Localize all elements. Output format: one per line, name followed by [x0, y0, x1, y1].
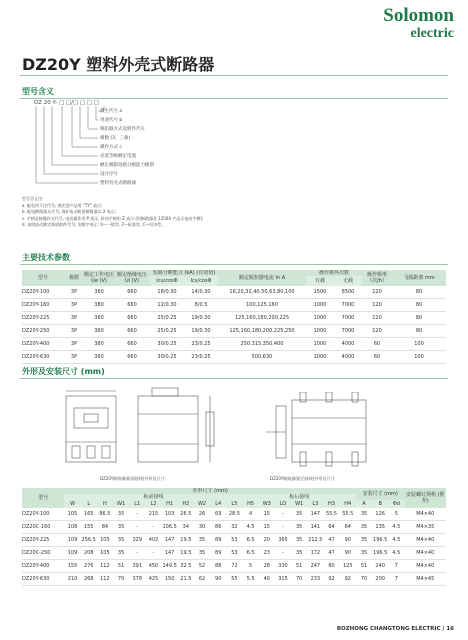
dims-cell: 35: [291, 521, 307, 534]
tech-cell: 80: [392, 325, 446, 338]
dims-cell: 28: [259, 560, 275, 573]
dims-cell: 89: [210, 534, 226, 547]
tech-cell: 120: [362, 312, 392, 325]
brand-name: Solomon: [383, 5, 454, 26]
dims-cell: 23: [259, 547, 275, 560]
dims-cell: 155: [81, 521, 97, 534]
tech-cell: 4000: [334, 338, 362, 351]
side-view-outline: [138, 396, 198, 462]
th-freq: 操作频率（次/h）: [362, 270, 392, 286]
note-line: d. 表明流动额定吸收附件代号; 用数字表示: 0—一般型, 2—标准型, C—经济型。: [22, 222, 166, 227]
model-label: 额定极限短路分断能力级别: [100, 163, 154, 168]
dims-cell: 72: [226, 560, 242, 573]
dims-cell: 108: [64, 521, 80, 534]
tech-cell: 8500: [334, 286, 362, 299]
dims-col-header: A: [356, 500, 372, 508]
th-ops: 操作循环次数: [306, 270, 362, 276]
dims-cell: 212.5: [307, 534, 323, 547]
model-label: 塑料外壳式断路器: [100, 181, 136, 186]
dims-cell: 35: [113, 547, 129, 560]
dims-cell: 208: [81, 547, 97, 560]
dims-cell: 6.5: [243, 534, 259, 547]
tech-cell: 660: [114, 312, 150, 325]
dims-cell: 109: [64, 534, 80, 547]
tech-row: [22, 351, 446, 364]
back-view-outline: [292, 400, 366, 462]
dims-cell: 35: [356, 534, 372, 547]
page-title: DZ20Y 塑料外壳式断路器: [22, 55, 215, 74]
dims-cell: 35: [356, 521, 372, 534]
tech-cell: DZ20Y-100: [22, 286, 64, 299]
dims-row: [22, 521, 446, 534]
dims-col-header: L2: [145, 500, 161, 508]
model-label-list: [100, 107, 154, 188]
dims-col-header: B: [372, 500, 388, 508]
tech-cell: 7000: [334, 299, 362, 312]
dims-cell: 378: [129, 573, 145, 586]
dims-cell: 109: [64, 547, 80, 560]
dims-col-header: L4: [210, 500, 226, 508]
tech-cell: 380: [84, 312, 114, 325]
dims-cell: 90: [340, 534, 356, 547]
tech-cell: 660: [114, 325, 150, 338]
tech-cell: 30/0.25: [150, 351, 184, 364]
dims-th-front: 板前接线: [64, 494, 242, 500]
tech-row: [22, 299, 446, 312]
dims-col-header: L: [81, 500, 97, 508]
tech-cell: 19/0.30: [184, 312, 218, 325]
dims-cell: 47: [323, 534, 339, 547]
tech-cell: DZ20Y-250: [22, 325, 64, 338]
model-label: 脱扣器方式及附件代号: [100, 127, 145, 132]
tech-cell: 120: [362, 325, 392, 338]
model-label: 设计序号: [100, 172, 118, 177]
dims-cell: 34: [178, 521, 194, 534]
dims-col-header: W2: [194, 500, 210, 508]
tech-cell: 660: [114, 299, 150, 312]
dims-cell: 147: [162, 547, 178, 560]
dims-cell: 35: [113, 534, 129, 547]
th-icu: Icu/cosΦ: [150, 276, 184, 286]
dims-cell: 196.5: [372, 547, 388, 560]
dims-cell: 165: [81, 508, 97, 521]
dims-cell: 450: [145, 560, 161, 573]
dims-cell: -: [145, 547, 161, 560]
dims-th-outline: 外形尺寸 (mm): [64, 488, 355, 494]
dims-col-header: H2: [178, 500, 194, 508]
tech-cell: 80: [392, 299, 446, 312]
dims-table: [22, 488, 446, 586]
dims-cell: M4×35: [405, 521, 447, 534]
dims-cell: 112: [97, 560, 113, 573]
note-line: a. 配电用不注代号, 透光型产品用 “TY” 表示;: [22, 202, 103, 208]
th-model: 型号: [22, 270, 64, 286]
dims-cell: 84: [97, 521, 113, 534]
dims-cell: 126: [372, 508, 388, 521]
dims-cell: 210: [64, 573, 80, 586]
dims-cell: 19.5: [178, 547, 194, 560]
tech-cell: 23/0.25: [184, 338, 218, 351]
tech-cell: DZ20Y-400: [22, 338, 64, 351]
dims-cell: 89: [210, 547, 226, 560]
dims-cell: 365: [275, 534, 291, 547]
dims-cell: 103: [162, 508, 178, 521]
dims-col-header: H4: [340, 500, 356, 508]
dims-cell: 86.5: [97, 508, 113, 521]
tech-cell: 3P: [64, 351, 84, 364]
dims-cell: 28.5: [226, 508, 242, 521]
tech-cell: 660: [114, 286, 150, 299]
dims-cell: 70: [113, 573, 129, 586]
dims-cell: 402: [145, 534, 161, 547]
dims-cell: 112: [97, 573, 113, 586]
dims-cell: 268: [81, 573, 97, 586]
dims-cell: -: [275, 508, 291, 521]
tech-cell: 25/0.25: [150, 325, 184, 338]
dims-cell: 215: [145, 508, 161, 521]
tech-cell: DZ20Y-225: [22, 312, 64, 325]
model-label: 派生代号 a: [100, 109, 123, 114]
tech-cell: 500,630: [218, 351, 306, 364]
tech-cell: 250,315,350,400: [218, 338, 306, 351]
dims-cell: 55.5: [340, 508, 356, 521]
dims-cell: 4.5: [243, 521, 259, 534]
th-arc: 飞弧距离 mm: [392, 270, 446, 286]
dims-cell: 90: [340, 547, 356, 560]
dims-cell: 92: [323, 573, 339, 586]
tech-cell: 100: [392, 351, 446, 364]
dims-cell: 92: [340, 573, 356, 586]
dims-cell: 35: [291, 508, 307, 521]
dims-th-mount: 安装尺寸 (mm): [356, 488, 405, 500]
dims-cell: M4×45: [405, 573, 447, 586]
dims-th-back: 板后接线: [243, 494, 356, 500]
dims-cell: 141: [307, 521, 323, 534]
dims-cell: 80: [323, 560, 339, 573]
dims-cell: DZ20Y-400: [22, 560, 64, 573]
th-ui: 额定绝缘电压 Ui (V): [114, 270, 150, 286]
th-in: 额定脱扣器电流 In A: [218, 270, 306, 286]
front-view-outline: [66, 396, 116, 462]
dims-cell: 35: [113, 508, 129, 521]
dims-cell: 15: [259, 508, 275, 521]
dims-cell: 55: [226, 573, 242, 586]
tech-cell: 1500: [306, 286, 334, 299]
note-line: 型号含义注:: [22, 196, 44, 201]
dims-cell: -: [275, 521, 291, 534]
dims-cell: 35: [356, 508, 372, 521]
dims-cell: 240: [372, 560, 388, 573]
tech-cell: 660: [114, 351, 150, 364]
dims-col-header: L5: [226, 500, 242, 508]
dims-cell: -: [129, 508, 145, 521]
dims-cell: 35: [113, 521, 129, 534]
th-poles: 极数: [64, 270, 84, 286]
dims-cell: M4×40: [405, 547, 447, 560]
dims-cell: 35: [194, 547, 210, 560]
dims-cell: 40: [259, 573, 275, 586]
dims-cell: 105: [97, 547, 113, 560]
section-dims-divider: [20, 378, 448, 379]
model-label: 极数 (3、三极): [100, 136, 131, 141]
dims-cell: 53: [226, 534, 242, 547]
dims-col-header: W: [64, 500, 80, 508]
tech-cell: 25/0.25: [150, 312, 184, 325]
dims-cell: DZ20C-160: [22, 521, 64, 534]
dims-cell: 233: [307, 573, 323, 586]
dims-cell: 147: [162, 534, 178, 547]
dims-cell: 26.5: [178, 508, 194, 521]
dims-row: [22, 560, 446, 573]
dims-cell: M4×40: [405, 508, 447, 521]
dims-cell: 35: [291, 547, 307, 560]
dims-cell: 7: [388, 573, 404, 586]
tech-cell: 380: [84, 338, 114, 351]
tech-cell: 660: [114, 338, 150, 351]
dims-cell: 35: [194, 534, 210, 547]
note-line: c. 手柄直接操作无代号, 电动操作用 P 表示, 转动手柄用 Z 表示 (用断路器及 1250A 产品无电动手柄);: [22, 215, 204, 221]
dims-row: [22, 534, 446, 547]
dims-col-header: L1: [129, 500, 145, 508]
dims-col-header: W1: [291, 500, 307, 508]
dims-cell: DZ20Y-225: [22, 534, 64, 547]
tech-cell: DZ20Y-630: [22, 351, 64, 364]
tech-cell: 3P: [64, 338, 84, 351]
model-label: 操作方式 c: [100, 145, 122, 150]
tech-cell: 380: [84, 299, 114, 312]
brand-logo: [383, 6, 454, 41]
dims-cell: DZ20Y-100: [22, 508, 64, 521]
dims-cell: 5.5: [243, 573, 259, 586]
tech-cell: 1000: [306, 325, 334, 338]
dims-cell: 53: [226, 547, 242, 560]
dims-cell: 32: [226, 521, 242, 534]
dims-cell: -: [129, 521, 145, 534]
tech-cell: 100,125,160: [218, 299, 306, 312]
dims-cell: 64: [323, 521, 339, 534]
dims-cell: 200: [372, 573, 388, 586]
tech-cell: 1000: [306, 338, 334, 351]
tech-cell: 1000: [306, 312, 334, 325]
dims-cell: 4.5: [388, 547, 404, 560]
dims-cell: 256.5: [81, 534, 97, 547]
model-label: 用途代号 b: [100, 118, 123, 123]
section-model-divider: [20, 98, 448, 99]
tech-cell: 80: [392, 312, 446, 325]
dims-cell: 47: [323, 547, 339, 560]
dims-cell: 30: [194, 521, 210, 534]
dims-cell: 64: [340, 521, 356, 534]
dims-cell: 106.5: [162, 521, 178, 534]
tech-cell: 3P: [64, 286, 84, 299]
dims-cell: 6.5: [243, 547, 259, 560]
model-code: DZ 20 Y- □ □/□ □ □ □: [34, 100, 99, 106]
dims-cell: -: [275, 547, 291, 560]
dims-cell: 4: [243, 508, 259, 521]
th-with-current: 有载: [306, 276, 334, 286]
dims-th-model: 型号: [22, 488, 64, 508]
dims-cell: DZ20C-250: [22, 547, 64, 560]
dims-cell: 52: [194, 560, 210, 573]
dims-cell: 315: [275, 573, 291, 586]
dims-cell: 329: [129, 534, 145, 547]
tech-cell: 30/0.25: [150, 338, 184, 351]
dims-cell: 7: [388, 560, 404, 573]
dims-cell: DZ20Y-630: [22, 573, 64, 586]
tech-row: [22, 325, 446, 338]
section-model-title: 型号含义: [22, 87, 54, 96]
dims-cell: 86: [210, 521, 226, 534]
dims-cell: 90: [210, 573, 226, 586]
dims-cell: M4×40: [405, 534, 447, 547]
dims-cell: 155: [64, 560, 80, 573]
note-line: b. 配电断路器无代号, 保护电动机用断路器以 2 表示;: [22, 209, 117, 214]
tech-row: [22, 338, 446, 351]
dims-cell: 172: [307, 547, 323, 560]
dims-cell: 70: [291, 573, 307, 586]
dims-cell: 20: [259, 534, 275, 547]
dims-col-header: H3: [323, 500, 339, 508]
dims-col-header: LO: [275, 500, 291, 508]
dims-cell: 51: [113, 560, 129, 573]
dims-cell: 88: [210, 560, 226, 573]
brand-sub: electric: [410, 26, 454, 41]
back-wiring-drawing: [262, 392, 402, 468]
dims-cell: 19.5: [178, 534, 194, 547]
tech-cell: 14/0.30: [184, 286, 218, 299]
th-ue: 额定工作电压 Ue (V): [84, 272, 114, 284]
dims-cell: 21.5: [178, 573, 194, 586]
tech-cell: 12/0.30: [150, 299, 184, 312]
tech-cell: 8/0.5: [184, 299, 218, 312]
dims-col-header: H5: [243, 500, 259, 508]
tech-table: [22, 270, 446, 364]
model-label: 壳架等级额定电流: [100, 154, 136, 159]
dims-cell: -: [129, 547, 145, 560]
tech-cell: 100: [392, 338, 446, 351]
tech-cell: 380: [84, 286, 114, 299]
tech-cell: 60: [362, 338, 392, 351]
section-tech-title: 主要技术参数: [22, 253, 70, 262]
dims-cell: 247: [307, 560, 323, 573]
dims-cell: 196.5: [372, 534, 388, 547]
back-drawing-caption: DZ20Y断路器(板后接线)外形及尺寸: [270, 476, 335, 481]
tech-cell: 120: [362, 286, 392, 299]
th-breaking: 短路分断能力 (kA) (有效值): [150, 270, 218, 276]
tech-cell: 120: [362, 299, 392, 312]
dims-cell: 5: [388, 508, 404, 521]
dims-cell: 51: [291, 560, 307, 573]
section-dims-title: 外形及安装尺寸 (mm): [22, 367, 105, 376]
tech-row: [22, 312, 446, 325]
dims-cell: 70: [356, 573, 372, 586]
dims-col-header: W3: [259, 500, 275, 508]
dims-cell: 125: [340, 560, 356, 573]
dims-col-header: H: [97, 500, 113, 508]
dims-cell: 105: [97, 534, 113, 547]
tech-cell: 16,20,32,40,50,63,80,100: [218, 286, 306, 299]
front-wiring-drawing: [60, 386, 240, 472]
dims-cell: 5: [243, 560, 259, 573]
dims-cell: 135: [372, 521, 388, 534]
tech-cell: 3P: [64, 312, 84, 325]
dims-col-header: H1: [162, 500, 178, 508]
tech-cell: 4000: [334, 351, 362, 364]
dims-cell: 330: [275, 560, 291, 573]
tech-cell: 1000: [306, 299, 334, 312]
dims-cell: 150: [162, 573, 178, 586]
dims-cell: -: [145, 521, 161, 534]
tech-cell: 60: [362, 351, 392, 364]
dims-cell: 15: [259, 521, 275, 534]
tech-cell: 3P: [64, 325, 84, 338]
tech-cell: 1000: [306, 351, 334, 364]
dims-cell: 69: [210, 508, 226, 521]
tech-cell: 380: [84, 325, 114, 338]
dims-cell: 105: [64, 508, 80, 521]
tech-cell: 19/0.30: [184, 325, 218, 338]
dims-cell: 149.5: [162, 560, 178, 573]
dims-col-header: Φd: [388, 500, 404, 508]
model-notes: [22, 196, 203, 229]
tech-cell: 125,160,180,200,225,250: [218, 325, 306, 338]
tech-cell: 23/0.25: [184, 351, 218, 364]
th-ics: Ics/cosΦ: [184, 276, 218, 286]
dims-row: [22, 547, 446, 560]
dims-row: [22, 573, 446, 586]
dims-cell: 4.5: [388, 521, 404, 534]
dims-cell: 391: [129, 560, 145, 573]
tech-cell: 7000: [334, 312, 362, 325]
tech-cell: 380: [84, 351, 114, 364]
tech-cell: 3P: [64, 299, 84, 312]
section-tech-divider: [20, 264, 448, 265]
dims-cell: 276: [81, 560, 97, 573]
dims-th-screw: 安装螺钉规格 (推荐): [405, 488, 447, 508]
tech-row: [22, 286, 446, 299]
title-divider: [20, 75, 448, 76]
dims-cell: 51: [356, 560, 372, 573]
dims-cell: 147: [307, 508, 323, 521]
dims-col-header: L3: [307, 500, 323, 508]
dims-cell: 35: [291, 534, 307, 547]
dims-cell: 4.5: [388, 534, 404, 547]
tech-cell: 18/0.30: [150, 286, 184, 299]
dims-row: [22, 508, 446, 521]
dims-cell: M4×40: [405, 560, 447, 573]
th-no-load: 无载: [334, 276, 362, 286]
tech-cell: 7000: [334, 325, 362, 338]
tech-cell: 80: [392, 286, 446, 299]
front-drawing-caption: DZ20Y断路器(板前接线)外形及尺寸: [100, 476, 165, 481]
tech-cell: DZ20Y-160: [22, 299, 64, 312]
page-footer: BOZHONG CHANGTONG ELECTRIC / 16: [336, 626, 454, 632]
dims-cell: 26: [194, 508, 210, 521]
dims-cell: 32.5: [178, 560, 194, 573]
dims-cell: 62: [194, 573, 210, 586]
dims-cell: 55.5: [323, 508, 339, 521]
tech-cell: 125,160,180,200,225: [218, 312, 306, 325]
dims-col-header: W1: [113, 500, 129, 508]
dims-cell: 425: [145, 573, 161, 586]
dims-cell: 35: [356, 547, 372, 560]
